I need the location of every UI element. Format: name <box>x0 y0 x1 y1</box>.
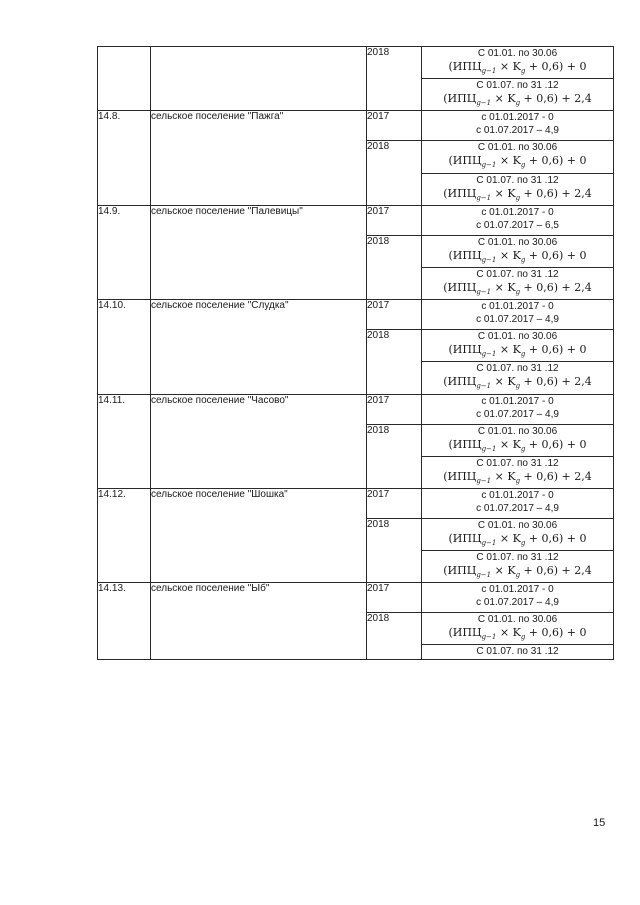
value-line: с 01.07.2017 – 4,9 <box>476 408 559 420</box>
tariff-table <box>97 46 614 660</box>
index-formula <box>422 281 613 299</box>
year-cell: 2018 <box>367 424 422 488</box>
value-line: С 01.07. по 31 .12 <box>476 646 559 658</box>
formula-open: (ИПЦ <box>443 280 477 294</box>
value-line: с 01.01.2017 - 0 <box>481 584 554 596</box>
formula-open: (ИПЦ <box>443 186 477 200</box>
formula-k-sub: g <box>520 539 526 548</box>
year-cell: 2018 <box>367 47 422 111</box>
formula-sub: g−1 <box>476 571 492 580</box>
formula-k-sub: g <box>515 193 521 202</box>
formula-times: × K <box>491 469 516 483</box>
formula-plus: + 0,6) + <box>520 92 575 106</box>
tariff-value-cell <box>422 488 614 518</box>
year-cell: 2017 <box>367 488 422 518</box>
table-row <box>98 488 614 518</box>
formula-times: × K <box>491 564 516 578</box>
index-formula <box>422 92 613 110</box>
formula-k-sub: g <box>520 255 526 264</box>
table-row <box>98 394 614 424</box>
index-formula <box>422 470 613 488</box>
year-cell: 2017 <box>367 111 422 141</box>
formula-open: (ИПЦ <box>448 626 482 640</box>
item-number: 14.9. <box>98 205 151 299</box>
formula-sub: g−1 <box>481 539 497 548</box>
index-formula <box>422 438 613 456</box>
settlement-name: сельское поселение "Палевицы" <box>151 205 367 299</box>
formula-open: (ИПЦ <box>443 564 477 578</box>
formula-plus: + 0,6) + <box>525 343 580 357</box>
table-row <box>98 583 614 613</box>
formula-times: × K <box>496 626 521 640</box>
item-number: 14.10. <box>98 300 151 394</box>
tariff-formula-cell <box>422 362 614 394</box>
formula-open: (ИПЦ <box>448 248 482 262</box>
value-line: с 01.01.2017 - 0 <box>481 112 554 124</box>
index-formula <box>422 564 613 582</box>
formula-plus: + 0,6) + <box>520 564 575 578</box>
formula-times: × K <box>496 343 521 357</box>
formula-sub: g−1 <box>481 633 497 642</box>
value-line: с 01.07.2017 – 4,9 <box>476 597 559 609</box>
index-formula <box>422 187 613 205</box>
period-label: С 01.01. по 30.06 <box>477 425 558 437</box>
settlement-name: сельское поселение "Часово" <box>151 394 367 488</box>
year-cell: 2018 <box>367 613 422 660</box>
formula-add: 2,4 <box>574 92 592 106</box>
tariff-formula-cell <box>422 424 614 456</box>
tariff-formula-cell <box>422 330 614 362</box>
tariff-formula-cell <box>422 551 614 583</box>
settlement-name: сельское поселение "Слудка" <box>151 300 367 394</box>
formula-sub: g−1 <box>481 444 497 453</box>
period-label: С 01.07. по 31 .12 <box>476 174 559 186</box>
tariff-value-cell <box>422 300 614 330</box>
formula-sub: g−1 <box>476 193 492 202</box>
period-label: С 01.01. по 30.06 <box>477 48 558 59</box>
formula-open: (ИПЦ <box>448 343 482 357</box>
formula-open: (ИПЦ <box>443 375 477 389</box>
tariff-formula-cell <box>422 518 614 550</box>
formula-times: × K <box>491 280 516 294</box>
value-line: с 01.07.2017 – 4,9 <box>476 502 559 514</box>
table-row <box>98 47 614 79</box>
value-line: с 01.01.2017 - 0 <box>481 206 554 218</box>
formula-sub: g−1 <box>481 161 497 170</box>
item-number: 14.11. <box>98 394 151 488</box>
index-formula <box>422 249 613 267</box>
formula-plus: + 0,6) + <box>525 437 580 451</box>
page-number: 15 <box>593 817 606 829</box>
value-line: с 01.01.2017 - 0 <box>481 395 554 407</box>
formula-sub: g−1 <box>476 382 492 391</box>
year-cell: 2018 <box>367 141 422 205</box>
formula-open: (ИПЦ <box>443 92 477 106</box>
formula-k-sub: g <box>520 350 526 359</box>
formula-add: 0 <box>579 343 587 357</box>
table-row <box>98 111 614 141</box>
formula-add: 2,4 <box>574 280 592 294</box>
formula-add: 2,4 <box>574 375 592 389</box>
index-formula <box>422 154 613 172</box>
year-cell: 2017 <box>367 394 422 424</box>
tariff-formula-cell <box>422 141 614 173</box>
formula-add: 2,4 <box>574 564 592 578</box>
year-cell: 2017 <box>367 300 422 330</box>
year-cell: 2018 <box>367 518 422 582</box>
formula-add: 0 <box>579 248 587 262</box>
formula-k-sub: g <box>520 161 526 170</box>
index-formula <box>422 343 613 361</box>
year-cell: 2017 <box>367 205 422 235</box>
tariff-formula-cell <box>422 173 614 205</box>
formula-add: 0 <box>579 60 587 73</box>
settlement-name: сельское поселение "Ыб" <box>151 583 367 660</box>
formula-sub: g−1 <box>481 350 497 359</box>
tariff-formula-cell <box>422 47 614 79</box>
formula-k-sub: g <box>515 571 521 580</box>
year-cell: 2017 <box>367 583 422 613</box>
period-label: С 01.01. по 30.06 <box>477 519 558 531</box>
period-label: С 01.07. по 31 .12 <box>476 80 559 92</box>
tariff-value-cell <box>422 583 614 613</box>
formula-add: 0 <box>579 154 587 168</box>
period-label: С 01.01. по 30.06 <box>477 236 558 248</box>
formula-plus: + 0,6) + <box>525 531 580 545</box>
period-label: С 01.07. по 31 .12 <box>476 363 559 375</box>
formula-plus: + 0,6) + <box>525 60 580 73</box>
formula-sub: g−1 <box>476 288 492 297</box>
tariff-formula-cell <box>422 267 614 299</box>
formula-open: (ИПЦ <box>448 154 482 168</box>
formula-open: (ИПЦ <box>448 437 482 451</box>
formula-sub: g−1 <box>481 67 497 76</box>
table-row <box>98 205 614 235</box>
tariff-value-cell <box>422 111 614 141</box>
period-label: С 01.07. по 31 .12 <box>476 268 559 280</box>
year-cell: 2018 <box>367 235 422 299</box>
formula-sub: g−1 <box>476 99 492 108</box>
table-row <box>98 300 614 330</box>
formula-times: × K <box>491 186 516 200</box>
tariff-formula-cell <box>422 235 614 267</box>
formula-k-sub: g <box>515 99 521 108</box>
formula-k-sub: g <box>515 476 521 485</box>
item-number: 14.8. <box>98 111 151 205</box>
formula-plus: + 0,6) + <box>525 626 580 640</box>
formula-k-sub: g <box>515 382 521 391</box>
value-line: с 01.07.2017 – 4,9 <box>476 125 559 137</box>
formula-plus: + 0,6) + <box>525 248 580 262</box>
period-label: С 01.01. по 30.06 <box>477 614 558 626</box>
formula-plus: + 0,6) + <box>525 154 580 168</box>
formula-open: (ИПЦ <box>448 60 482 73</box>
index-formula <box>422 626 613 644</box>
formula-times: × K <box>496 531 521 545</box>
formula-times: × K <box>496 437 521 451</box>
formula-add: 2,4 <box>574 469 592 483</box>
item-number: 14.12. <box>98 488 151 582</box>
formula-open: (ИПЦ <box>443 469 477 483</box>
value-line: с 01.01.2017 - 0 <box>481 301 554 313</box>
formula-add: 0 <box>579 626 587 640</box>
formula-k-sub: g <box>520 67 526 76</box>
formula-times: × K <box>496 60 521 73</box>
item-number: 14.13. <box>98 583 151 660</box>
formula-add: 0 <box>579 437 587 451</box>
index-formula <box>422 60 613 78</box>
formula-add: 0 <box>579 531 587 545</box>
value-line: с 01.01.2017 - 0 <box>481 489 554 501</box>
settlement-name <box>151 47 367 111</box>
value-line: с 01.07.2017 – 4,9 <box>476 314 559 326</box>
year-cell: 2018 <box>367 330 422 394</box>
period-label: С 01.01. по 30.06 <box>477 331 558 343</box>
formula-k-sub: g <box>520 633 526 642</box>
formula-plus: + 0,6) + <box>520 280 575 294</box>
formula-sub: g−1 <box>476 476 492 485</box>
tariff-formula-cell <box>422 613 614 645</box>
formula-add: 2,4 <box>574 186 592 200</box>
value-line: с 01.07.2017 – 6,5 <box>476 219 559 231</box>
tariff-formula-cell <box>422 79 614 111</box>
formula-times: × K <box>491 92 516 106</box>
formula-sub: g−1 <box>481 255 497 264</box>
formula-plus: + 0,6) + <box>520 375 575 389</box>
settlement-name: сельское поселение "Шошка" <box>151 488 367 582</box>
formula-plus: + 0,6) + <box>520 186 575 200</box>
formula-k-sub: g <box>520 444 526 453</box>
period-label: С 01.07. по 31 .12 <box>476 552 559 564</box>
index-formula <box>422 375 613 393</box>
settlement-name: сельское поселение "Пажга" <box>151 111 367 205</box>
period-label: С 01.07. по 31 .12 <box>476 457 559 469</box>
tariff-value-cell <box>422 645 614 660</box>
formula-plus: + 0,6) + <box>520 469 575 483</box>
tariff-formula-cell <box>422 456 614 488</box>
formula-k-sub: g <box>515 288 521 297</box>
period-label: С 01.01. по 30.06 <box>477 142 558 154</box>
index-formula <box>422 532 613 550</box>
formula-times: × K <box>491 375 516 389</box>
item-number <box>98 47 151 111</box>
formula-open: (ИПЦ <box>448 531 482 545</box>
tariff-value-cell <box>422 394 614 424</box>
tariff-value-cell <box>422 205 614 235</box>
formula-times: × K <box>496 248 521 262</box>
formula-times: × K <box>496 154 521 168</box>
